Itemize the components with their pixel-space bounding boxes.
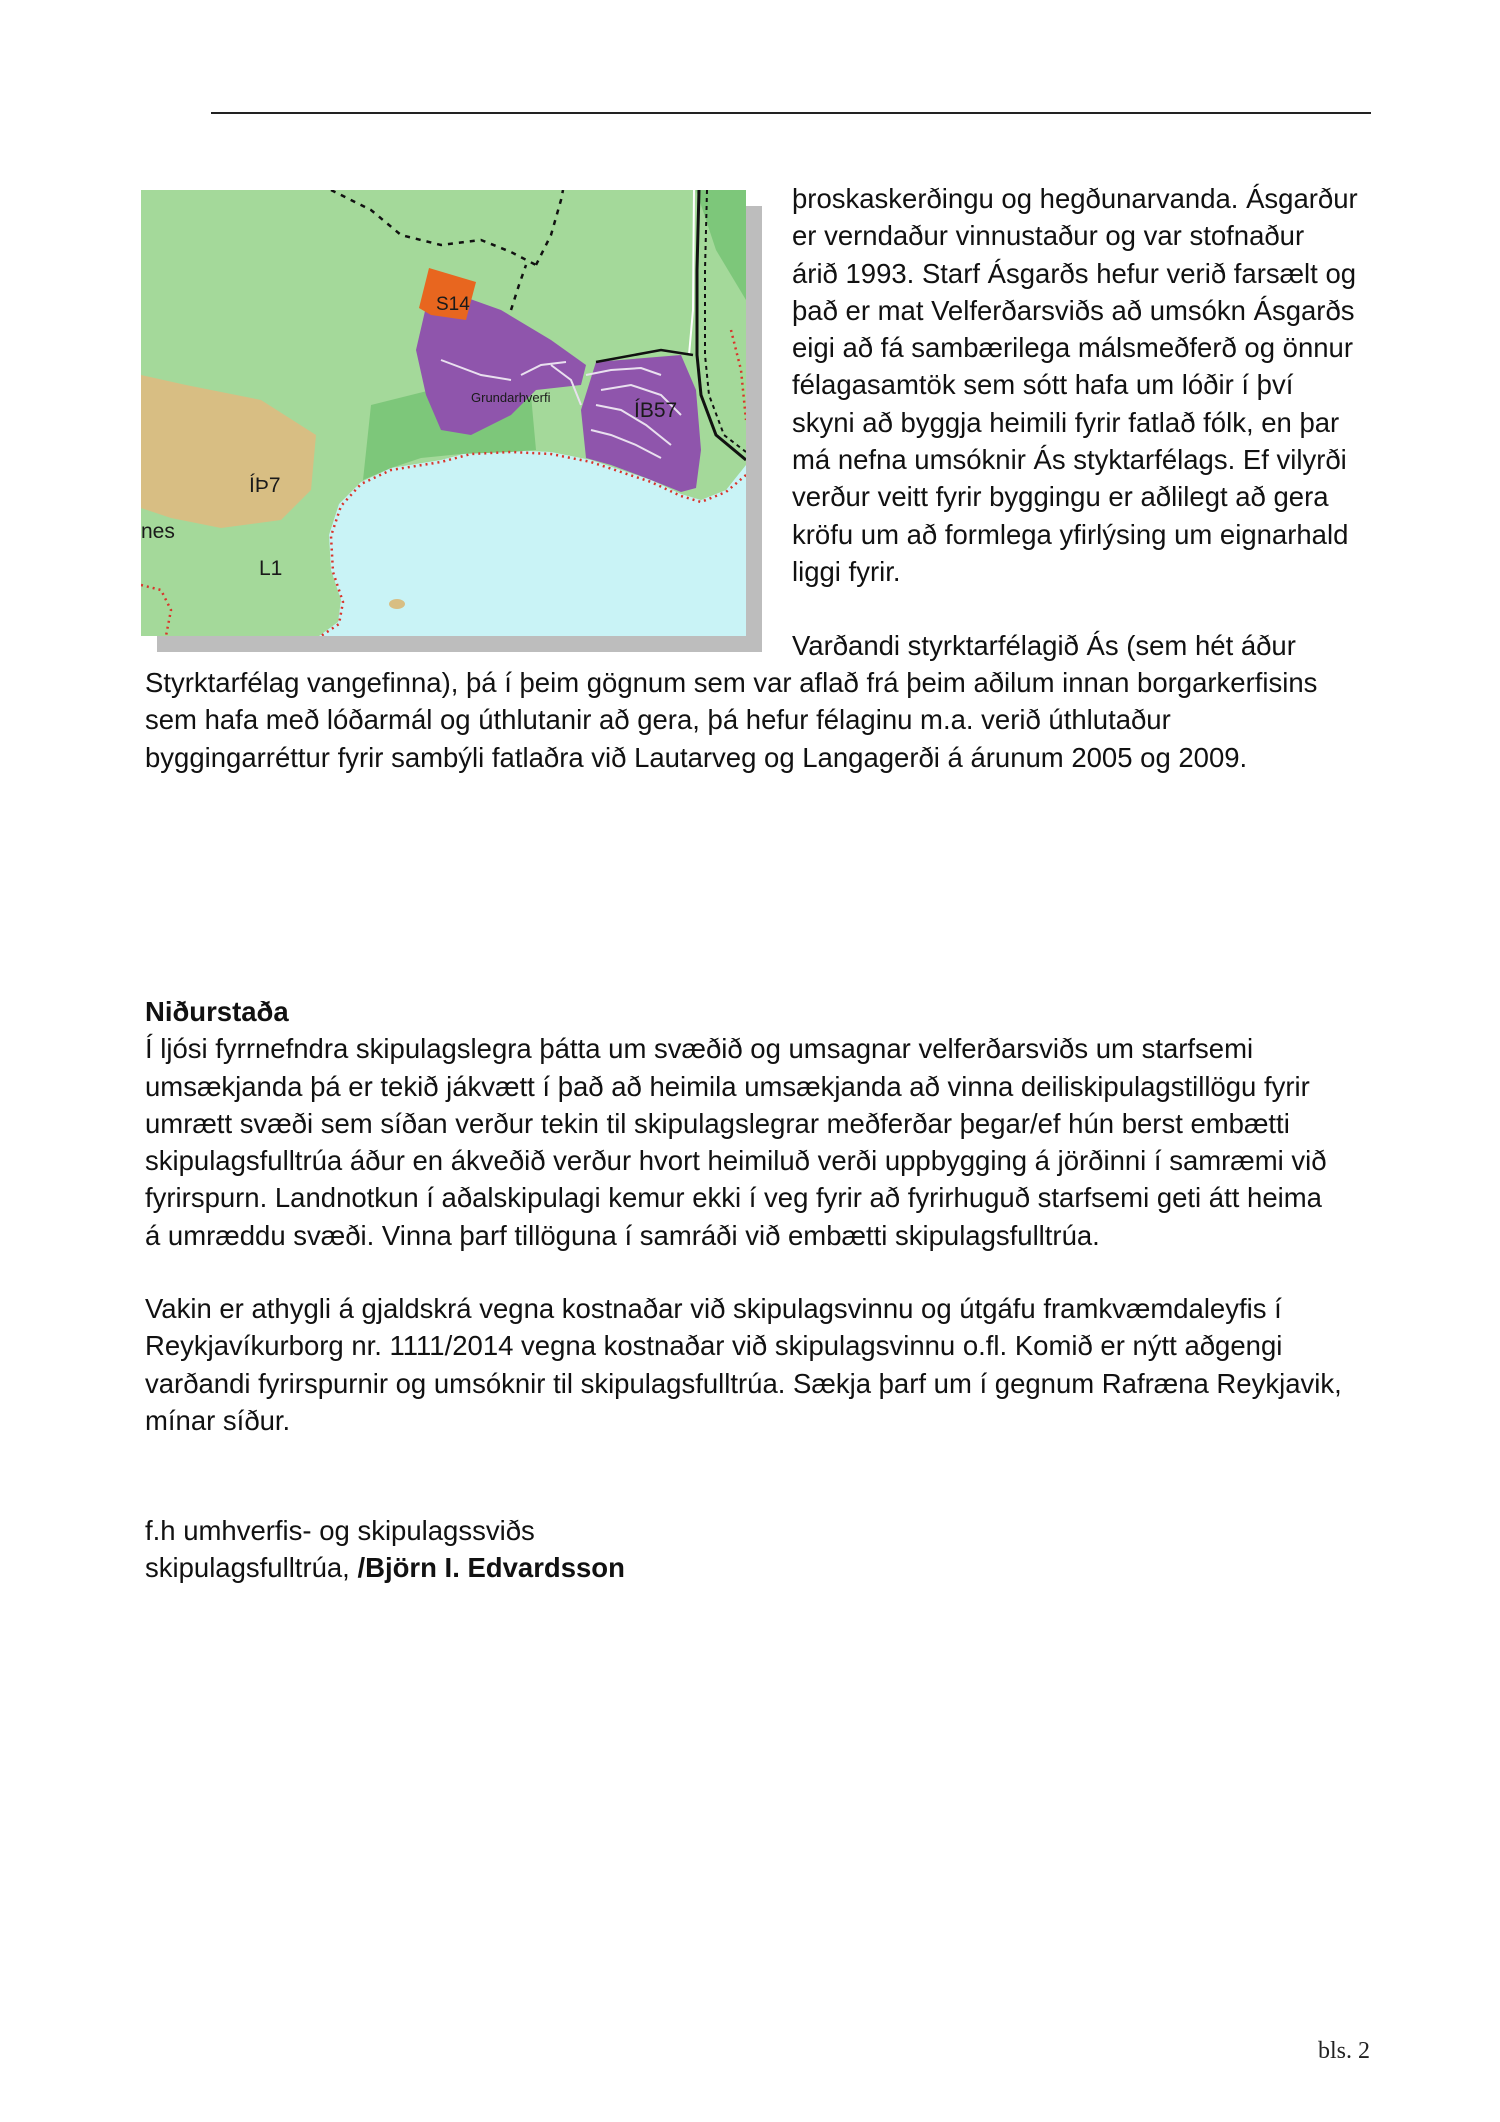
text-line: Í ljósi fyrrnefndra skipulagslegra þátta um svæðið og umsagnar velferðarsviðs um starfsemi — [145, 1033, 1254, 1065]
map-label-l1: L1 — [259, 557, 283, 580]
text-line: mínar síður. — [145, 1404, 291, 1436]
text-line: varðandi fyrirspurnir og umsóknir til skipulagsfulltrúa. Sækja þarf um í gegnum Rafræna Reykjavik, — [145, 1367, 1342, 1399]
map-islet — [389, 599, 405, 609]
text-line: er verndaður vinnustaður og var stofnaður — [792, 220, 1305, 252]
signature-role-line — [145, 1549, 1375, 1586]
header-rule — [211, 112, 1371, 114]
text-line: á umræddu svæði. Vinna þarf tillöguna í samráði við embætti skipulagsfulltrúa. — [145, 1219, 1100, 1251]
text-line: skipulagsfulltrúa áður en ákveðið verður hvort heimiluð verði uppbygging á jörðinni í samræmi við — [145, 1145, 1327, 1177]
as-paragraph — [145, 664, 1375, 776]
text-line: Reykjavíkurborg nr. 1111/2014 vegna kostnaðar við skipulagsvinnu o.fl. Komið er nýtt aðgengi — [145, 1330, 1283, 1362]
text-line: kröfu um að formlega yfirlýsing um eignarhald — [792, 518, 1349, 550]
wrap-paragraph — [792, 180, 1392, 590]
text-line: liggi fyrir. — [792, 555, 901, 587]
page-number: bls. 2 — [1317, 2038, 1370, 2064]
zoning-map — [141, 190, 746, 636]
text-line: umrætt svæði sem síðan verður tekin til skipulagslegrar meðferðar þegar/ef hún berst embætti — [145, 1107, 1290, 1139]
text-line: skyni að byggja heimili fyrir fatlað fólk, en þar — [792, 406, 1340, 438]
signature-name: /Björn I. Edvardsson — [357, 1552, 625, 1584]
text-line: Vakin er athygli á gjaldskrá vegna kostnaðar við skipulagsvinnu og útgáfu framkvæmdaleyfis í — [145, 1293, 1282, 1324]
text-line: Styrktarfélag vangefinna), þá í þeim gögnum sem var aflað frá þeim aðilum innan borgarkerfisins — [145, 667, 1318, 698]
signature-block — [145, 1512, 1375, 1587]
text-line: félagasamtök sem sótt hafa um lóðir í því — [792, 369, 1294, 401]
text-line: má nefna umsóknir Ás styktarfélags. Ef vilyrði — [792, 444, 1347, 476]
map-label-ib57: ÍB57 — [634, 399, 678, 422]
text-line: Varðandi styrktarfélagið Ás (sem hét áður — [792, 630, 1296, 661]
signature-role: skipulagsfulltrúa, — [145, 1552, 358, 1584]
text-line: verður veitt fyrir byggingu er aðlilegt að gera — [792, 481, 1329, 513]
map-label-nes: nes — [141, 520, 175, 543]
section-heading: Niðurstaða — [145, 996, 289, 1027]
text-line: það er mat Velferðarsviðs að umsókn Ásgarðs — [792, 294, 1355, 326]
conclusion-section — [145, 993, 1375, 1254]
map-figure — [141, 190, 748, 638]
map-label-s14: S14 — [436, 294, 470, 315]
text-line: þroskaskerðingu og hegðunarvanda. Ásgarður — [792, 183, 1358, 214]
text-line: árið 1993. Starf Ásgarðs hefur verið farsælt og — [792, 257, 1357, 289]
text-line: eigi að fá sambærilega málsmeðferð og önnur — [792, 332, 1353, 364]
signature-line: f.h umhverfis- og skipulagssviðs — [145, 1515, 535, 1546]
text-line: byggingarréttur fyrir sambýli fatlaðra við Lautarveg og Langagerði á árunum 2005 og 2009. — [145, 741, 1248, 773]
map-label-ip7: ÍÞ7 — [249, 474, 281, 497]
text-line: umsækjanda þá er tekið jákvætt í það að heimila umsækjanda að vinna deiliskipulagstillögu fyrir — [145, 1070, 1310, 1102]
map-label-grundarhverfi: Grundarhverfi — [471, 390, 551, 405]
fee-notice-paragraph — [145, 1290, 1375, 1439]
text-line: fyrirspurn. Landnotkun í aðalskipulagi kemur ekki í veg fyrir að fyrirhuguð starfsemi geti átt heima — [145, 1182, 1322, 1214]
as-paragraph-first-line — [792, 627, 1392, 664]
text-line: sem hafa með lóðarmál og úthlutanir að gera, þá hefur félaginu m.a. verið úthlutaður — [145, 704, 1171, 736]
